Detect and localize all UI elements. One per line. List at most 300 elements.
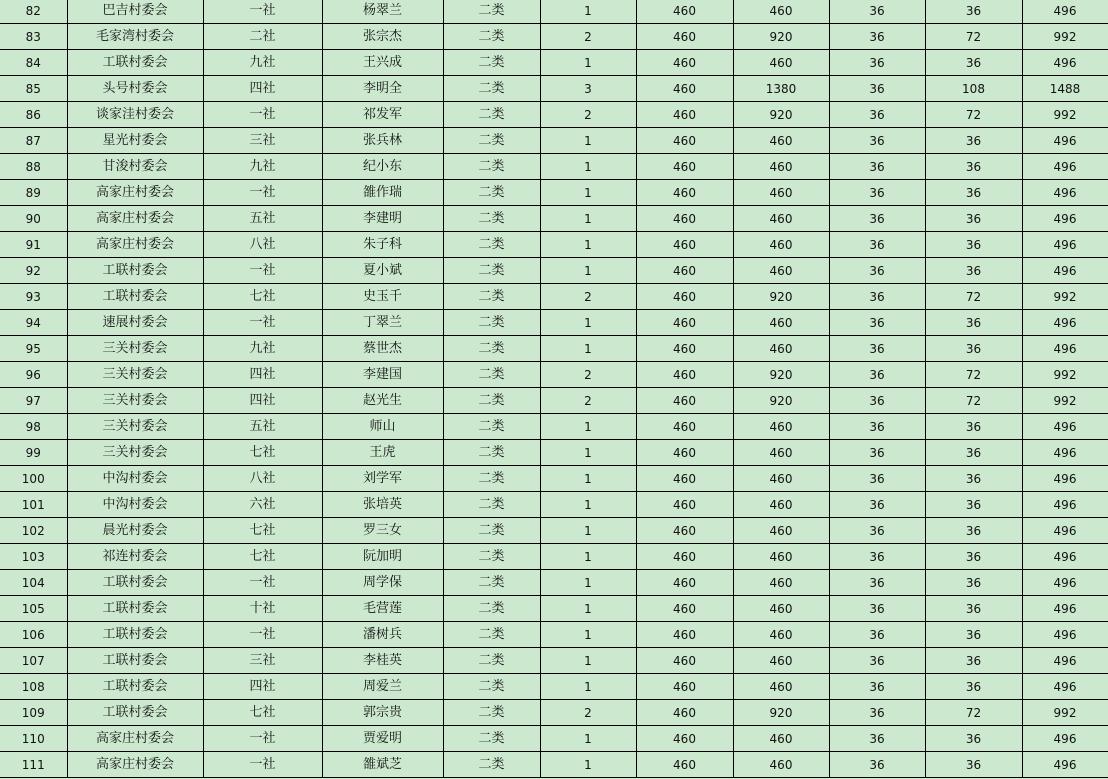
total-amount-cell[interactable]: 496 [1022, 726, 1108, 752]
category-cell[interactable]: 二类 [443, 388, 540, 414]
unit-amount-cell[interactable]: 460 [636, 726, 733, 752]
group-cell[interactable]: 七社 [203, 544, 322, 570]
extra-amount-cell[interactable]: 36 [925, 622, 1022, 648]
unit-amount-cell[interactable]: 460 [636, 336, 733, 362]
extra-unit-cell[interactable]: 36 [829, 128, 925, 154]
unit-amount-cell[interactable]: 460 [636, 76, 733, 102]
row-number-cell[interactable]: 101 [0, 492, 67, 518]
row-number-cell[interactable]: 109 [0, 700, 67, 726]
row-number-cell[interactable]: 97 [0, 388, 67, 414]
subtotal-amount-cell[interactable]: 920 [733, 102, 829, 128]
village-committee-cell[interactable]: 工联村委会 [67, 622, 203, 648]
total-amount-cell[interactable]: 496 [1022, 544, 1108, 570]
extra-unit-cell[interactable]: 36 [829, 232, 925, 258]
total-amount-cell[interactable]: 496 [1022, 622, 1108, 648]
name-cell[interactable]: 祁发军 [322, 102, 443, 128]
table-row[interactable] [0, 466, 1108, 492]
extra-unit-cell[interactable]: 36 [829, 622, 925, 648]
category-cell[interactable]: 二类 [443, 362, 540, 388]
household-count-cell[interactable]: 3 [540, 76, 636, 102]
group-cell[interactable]: 七社 [203, 518, 322, 544]
village-committee-cell[interactable]: 高家庄村委会 [67, 206, 203, 232]
category-cell[interactable]: 二类 [443, 492, 540, 518]
category-cell[interactable]: 二类 [443, 180, 540, 206]
subtotal-amount-cell[interactable]: 460 [733, 518, 829, 544]
household-count-cell[interactable]: 2 [540, 700, 636, 726]
table-row[interactable] [0, 310, 1108, 336]
name-cell[interactable]: 夏小斌 [322, 258, 443, 284]
table-row[interactable] [0, 570, 1108, 596]
total-amount-cell[interactable]: 1488 [1022, 76, 1108, 102]
category-cell[interactable]: 二类 [443, 648, 540, 674]
group-cell[interactable]: 一社 [203, 622, 322, 648]
extra-amount-cell[interactable]: 72 [925, 102, 1022, 128]
extra-amount-cell[interactable]: 72 [925, 362, 1022, 388]
group-cell[interactable]: 三社 [203, 128, 322, 154]
category-cell[interactable]: 二类 [443, 128, 540, 154]
total-amount-cell[interactable]: 992 [1022, 362, 1108, 388]
total-amount-cell[interactable]: 496 [1022, 596, 1108, 622]
table-row[interactable] [0, 258, 1108, 284]
table-row[interactable] [0, 518, 1108, 544]
total-amount-cell[interactable]: 992 [1022, 24, 1108, 50]
category-cell[interactable]: 二类 [443, 518, 540, 544]
category-cell[interactable]: 二类 [443, 154, 540, 180]
table-row[interactable] [0, 388, 1108, 414]
extra-unit-cell[interactable]: 36 [829, 206, 925, 232]
group-cell[interactable]: 三社 [203, 648, 322, 674]
extra-amount-cell[interactable]: 36 [925, 414, 1022, 440]
household-count-cell[interactable]: 1 [540, 232, 636, 258]
total-amount-cell[interactable]: 496 [1022, 648, 1108, 674]
extra-unit-cell[interactable]: 36 [829, 0, 925, 24]
unit-amount-cell[interactable]: 460 [636, 154, 733, 180]
total-amount-cell[interactable]: 496 [1022, 180, 1108, 206]
name-cell[interactable]: 张宗杰 [322, 24, 443, 50]
category-cell[interactable]: 二类 [443, 674, 540, 700]
subtotal-amount-cell[interactable]: 460 [733, 492, 829, 518]
extra-unit-cell[interactable]: 36 [829, 726, 925, 752]
extra-unit-cell[interactable]: 36 [829, 596, 925, 622]
total-amount-cell[interactable]: 496 [1022, 154, 1108, 180]
group-cell[interactable]: 九社 [203, 336, 322, 362]
household-count-cell[interactable]: 1 [540, 310, 636, 336]
name-cell[interactable]: 雒斌芝 [322, 752, 443, 778]
subtotal-amount-cell[interactable]: 920 [733, 700, 829, 726]
total-amount-cell[interactable]: 496 [1022, 258, 1108, 284]
subtotal-amount-cell[interactable]: 460 [733, 154, 829, 180]
household-count-cell[interactable]: 1 [540, 128, 636, 154]
village-committee-cell[interactable]: 工联村委会 [67, 50, 203, 76]
total-amount-cell[interactable]: 496 [1022, 440, 1108, 466]
village-committee-cell[interactable]: 谈家洼村委会 [67, 102, 203, 128]
group-cell[interactable]: 八社 [203, 232, 322, 258]
group-cell[interactable]: 五社 [203, 414, 322, 440]
unit-amount-cell[interactable]: 460 [636, 674, 733, 700]
extra-unit-cell[interactable]: 36 [829, 466, 925, 492]
group-cell[interactable]: 四社 [203, 362, 322, 388]
group-cell[interactable]: 一社 [203, 310, 322, 336]
group-cell[interactable]: 二社 [203, 24, 322, 50]
table-row[interactable] [0, 492, 1108, 518]
name-cell[interactable]: 李建国 [322, 362, 443, 388]
unit-amount-cell[interactable]: 460 [636, 466, 733, 492]
household-count-cell[interactable]: 1 [540, 206, 636, 232]
table-row[interactable] [0, 674, 1108, 700]
unit-amount-cell[interactable]: 460 [636, 50, 733, 76]
household-count-cell[interactable]: 1 [540, 336, 636, 362]
category-cell[interactable]: 二类 [443, 466, 540, 492]
name-cell[interactable]: 史玉千 [322, 284, 443, 310]
extra-amount-cell[interactable]: 36 [925, 440, 1022, 466]
group-cell[interactable]: 十社 [203, 596, 322, 622]
extra-amount-cell[interactable]: 72 [925, 388, 1022, 414]
extra-amount-cell[interactable]: 72 [925, 700, 1022, 726]
subtotal-amount-cell[interactable]: 460 [733, 50, 829, 76]
category-cell[interactable]: 二类 [443, 544, 540, 570]
unit-amount-cell[interactable]: 460 [636, 232, 733, 258]
table-row[interactable] [0, 102, 1108, 128]
extra-unit-cell[interactable]: 36 [829, 362, 925, 388]
row-number-cell[interactable]: 99 [0, 440, 67, 466]
unit-amount-cell[interactable]: 460 [636, 284, 733, 310]
name-cell[interactable]: 丁翠兰 [322, 310, 443, 336]
table-row[interactable] [0, 596, 1108, 622]
name-cell[interactable]: 周爱兰 [322, 674, 443, 700]
village-committee-cell[interactable]: 祁连村委会 [67, 544, 203, 570]
row-number-cell[interactable]: 103 [0, 544, 67, 570]
group-cell[interactable]: 四社 [203, 388, 322, 414]
household-count-cell[interactable]: 1 [540, 0, 636, 24]
row-number-cell[interactable]: 83 [0, 24, 67, 50]
table-row[interactable] [0, 232, 1108, 258]
extra-amount-cell[interactable]: 36 [925, 50, 1022, 76]
unit-amount-cell[interactable]: 460 [636, 414, 733, 440]
row-number-cell[interactable]: 91 [0, 232, 67, 258]
name-cell[interactable]: 朱子科 [322, 232, 443, 258]
extra-amount-cell[interactable]: 36 [925, 258, 1022, 284]
row-number-cell[interactable]: 90 [0, 206, 67, 232]
category-cell[interactable]: 二类 [443, 258, 540, 284]
subtotal-amount-cell[interactable]: 460 [733, 128, 829, 154]
group-cell[interactable]: 一社 [203, 180, 322, 206]
household-count-cell[interactable]: 1 [540, 154, 636, 180]
extra-unit-cell[interactable]: 36 [829, 258, 925, 284]
extra-unit-cell[interactable]: 36 [829, 336, 925, 362]
subtotal-amount-cell[interactable]: 460 [733, 648, 829, 674]
name-cell[interactable]: 阮加明 [322, 544, 443, 570]
name-cell[interactable]: 王虎 [322, 440, 443, 466]
household-count-cell[interactable]: 1 [540, 544, 636, 570]
category-cell[interactable]: 二类 [443, 726, 540, 752]
category-cell[interactable]: 二类 [443, 414, 540, 440]
household-count-cell[interactable]: 1 [540, 258, 636, 284]
row-number-cell[interactable]: 94 [0, 310, 67, 336]
household-count-cell[interactable]: 1 [540, 180, 636, 206]
extra-unit-cell[interactable]: 36 [829, 700, 925, 726]
row-number-cell[interactable]: 88 [0, 154, 67, 180]
group-cell[interactable]: 一社 [203, 102, 322, 128]
household-count-cell[interactable]: 1 [540, 414, 636, 440]
subtotal-amount-cell[interactable]: 460 [733, 752, 829, 778]
unit-amount-cell[interactable]: 460 [636, 492, 733, 518]
village-committee-cell[interactable]: 工联村委会 [67, 596, 203, 622]
extra-amount-cell[interactable]: 36 [925, 518, 1022, 544]
total-amount-cell[interactable]: 496 [1022, 570, 1108, 596]
total-amount-cell[interactable]: 496 [1022, 310, 1108, 336]
total-amount-cell[interactable]: 992 [1022, 388, 1108, 414]
extra-amount-cell[interactable]: 36 [925, 154, 1022, 180]
extra-amount-cell[interactable]: 36 [925, 0, 1022, 24]
household-count-cell[interactable]: 1 [540, 466, 636, 492]
subtotal-amount-cell[interactable]: 460 [733, 726, 829, 752]
category-cell[interactable]: 二类 [443, 310, 540, 336]
name-cell[interactable]: 张兵林 [322, 128, 443, 154]
extra-amount-cell[interactable]: 36 [925, 570, 1022, 596]
total-amount-cell[interactable]: 992 [1022, 102, 1108, 128]
extra-amount-cell[interactable]: 72 [925, 24, 1022, 50]
total-amount-cell[interactable]: 496 [1022, 674, 1108, 700]
table-row[interactable] [0, 700, 1108, 726]
name-cell[interactable]: 杨翠兰 [322, 0, 443, 24]
village-committee-cell[interactable]: 毛家湾村委会 [67, 24, 203, 50]
group-cell[interactable]: 六社 [203, 492, 322, 518]
extra-amount-cell[interactable]: 36 [925, 128, 1022, 154]
category-cell[interactable]: 二类 [443, 596, 540, 622]
total-amount-cell[interactable]: 992 [1022, 284, 1108, 310]
row-number-cell[interactable]: 105 [0, 596, 67, 622]
village-committee-cell[interactable]: 甘浚村委会 [67, 154, 203, 180]
extra-unit-cell[interactable]: 36 [829, 544, 925, 570]
extra-amount-cell[interactable]: 36 [925, 544, 1022, 570]
category-cell[interactable]: 二类 [443, 284, 540, 310]
name-cell[interactable]: 师山 [322, 414, 443, 440]
total-amount-cell[interactable]: 992 [1022, 700, 1108, 726]
unit-amount-cell[interactable]: 460 [636, 700, 733, 726]
group-cell[interactable]: 四社 [203, 674, 322, 700]
village-committee-cell[interactable]: 工联村委会 [67, 648, 203, 674]
subtotal-amount-cell[interactable]: 460 [733, 414, 829, 440]
household-count-cell[interactable]: 1 [540, 726, 636, 752]
category-cell[interactable]: 二类 [443, 76, 540, 102]
group-cell[interactable]: 九社 [203, 50, 322, 76]
village-committee-cell[interactable]: 工联村委会 [67, 674, 203, 700]
extra-unit-cell[interactable]: 36 [829, 310, 925, 336]
extra-amount-cell[interactable]: 36 [925, 492, 1022, 518]
household-count-cell[interactable]: 1 [540, 648, 636, 674]
village-committee-cell[interactable]: 中沟村委会 [67, 492, 203, 518]
extra-amount-cell[interactable]: 108 [925, 76, 1022, 102]
extra-unit-cell[interactable]: 36 [829, 284, 925, 310]
table-row[interactable] [0, 726, 1108, 752]
group-cell[interactable]: 一社 [203, 258, 322, 284]
household-count-cell[interactable]: 2 [540, 362, 636, 388]
total-amount-cell[interactable]: 496 [1022, 128, 1108, 154]
unit-amount-cell[interactable]: 460 [636, 102, 733, 128]
unit-amount-cell[interactable]: 460 [636, 570, 733, 596]
household-count-cell[interactable]: 1 [540, 50, 636, 76]
village-committee-cell[interactable]: 晨光村委会 [67, 518, 203, 544]
row-number-cell[interactable]: 104 [0, 570, 67, 596]
row-number-cell[interactable]: 98 [0, 414, 67, 440]
name-cell[interactable]: 纪小东 [322, 154, 443, 180]
extra-amount-cell[interactable]: 72 [925, 284, 1022, 310]
subtotal-amount-cell[interactable]: 460 [733, 206, 829, 232]
name-cell[interactable]: 潘树兵 [322, 622, 443, 648]
name-cell[interactable]: 赵光生 [322, 388, 443, 414]
extra-amount-cell[interactable]: 36 [925, 726, 1022, 752]
unit-amount-cell[interactable]: 460 [636, 388, 733, 414]
extra-amount-cell[interactable]: 36 [925, 596, 1022, 622]
subtotal-amount-cell[interactable]: 1380 [733, 76, 829, 102]
subtotal-amount-cell[interactable]: 460 [733, 544, 829, 570]
extra-unit-cell[interactable]: 36 [829, 492, 925, 518]
village-committee-cell[interactable]: 高家庄村委会 [67, 180, 203, 206]
name-cell[interactable]: 雒作瑞 [322, 180, 443, 206]
extra-amount-cell[interactable]: 36 [925, 466, 1022, 492]
subtotal-amount-cell[interactable]: 460 [733, 622, 829, 648]
household-count-cell[interactable]: 1 [540, 622, 636, 648]
name-cell[interactable]: 张培英 [322, 492, 443, 518]
table-row[interactable] [0, 24, 1108, 50]
table-row[interactable] [0, 440, 1108, 466]
row-number-cell[interactable]: 96 [0, 362, 67, 388]
household-count-cell[interactable]: 1 [540, 440, 636, 466]
table-row[interactable] [0, 180, 1108, 206]
village-committee-cell[interactable]: 高家庄村委会 [67, 726, 203, 752]
extra-amount-cell[interactable]: 36 [925, 232, 1022, 258]
village-committee-cell[interactable]: 三关村委会 [67, 362, 203, 388]
extra-unit-cell[interactable]: 36 [829, 518, 925, 544]
category-cell[interactable]: 二类 [443, 24, 540, 50]
village-committee-cell[interactable]: 工联村委会 [67, 284, 203, 310]
extra-unit-cell[interactable]: 36 [829, 50, 925, 76]
unit-amount-cell[interactable]: 460 [636, 258, 733, 284]
total-amount-cell[interactable]: 496 [1022, 336, 1108, 362]
category-cell[interactable]: 二类 [443, 232, 540, 258]
extra-unit-cell[interactable]: 36 [829, 154, 925, 180]
extra-unit-cell[interactable]: 36 [829, 102, 925, 128]
unit-amount-cell[interactable]: 460 [636, 596, 733, 622]
extra-amount-cell[interactable]: 36 [925, 336, 1022, 362]
category-cell[interactable]: 二类 [443, 700, 540, 726]
subtotal-amount-cell[interactable]: 460 [733, 180, 829, 206]
category-cell[interactable]: 二类 [443, 50, 540, 76]
extra-unit-cell[interactable]: 36 [829, 24, 925, 50]
unit-amount-cell[interactable]: 460 [636, 648, 733, 674]
subtotal-amount-cell[interactable]: 460 [733, 596, 829, 622]
group-cell[interactable]: 一社 [203, 752, 322, 778]
table-row[interactable] [0, 414, 1108, 440]
category-cell[interactable]: 二类 [443, 206, 540, 232]
name-cell[interactable]: 刘学军 [322, 466, 443, 492]
household-count-cell[interactable]: 2 [540, 102, 636, 128]
table-row[interactable] [0, 544, 1108, 570]
household-count-cell[interactable]: 1 [540, 492, 636, 518]
unit-amount-cell[interactable]: 460 [636, 24, 733, 50]
group-cell[interactable]: 四社 [203, 76, 322, 102]
unit-amount-cell[interactable]: 460 [636, 180, 733, 206]
group-cell[interactable]: 九社 [203, 154, 322, 180]
category-cell[interactable]: 二类 [443, 440, 540, 466]
village-committee-cell[interactable]: 头号村委会 [67, 76, 203, 102]
unit-amount-cell[interactable]: 460 [636, 622, 733, 648]
row-number-cell[interactable]: 108 [0, 674, 67, 700]
unit-amount-cell[interactable]: 460 [636, 362, 733, 388]
village-committee-cell[interactable]: 工联村委会 [67, 700, 203, 726]
village-committee-cell[interactable]: 三关村委会 [67, 388, 203, 414]
total-amount-cell[interactable]: 496 [1022, 206, 1108, 232]
total-amount-cell[interactable]: 496 [1022, 518, 1108, 544]
subtotal-amount-cell[interactable]: 920 [733, 388, 829, 414]
table-row[interactable] [0, 128, 1108, 154]
name-cell[interactable]: 李明全 [322, 76, 443, 102]
extra-unit-cell[interactable]: 36 [829, 180, 925, 206]
table-row[interactable] [0, 284, 1108, 310]
extra-amount-cell[interactable]: 36 [925, 648, 1022, 674]
extra-amount-cell[interactable]: 36 [925, 180, 1022, 206]
subtotal-amount-cell[interactable]: 460 [733, 466, 829, 492]
row-number-cell[interactable]: 82 [0, 0, 67, 24]
subtotal-amount-cell[interactable]: 460 [733, 440, 829, 466]
table-row[interactable] [0, 362, 1108, 388]
unit-amount-cell[interactable]: 460 [636, 0, 733, 24]
subtotal-amount-cell[interactable]: 920 [733, 362, 829, 388]
group-cell[interactable]: 七社 [203, 284, 322, 310]
subtotal-amount-cell[interactable]: 460 [733, 0, 829, 24]
name-cell[interactable]: 李桂英 [322, 648, 443, 674]
total-amount-cell[interactable]: 496 [1022, 466, 1108, 492]
name-cell[interactable]: 李建明 [322, 206, 443, 232]
extra-unit-cell[interactable]: 36 [829, 674, 925, 700]
name-cell[interactable]: 郭宗贵 [322, 700, 443, 726]
extra-unit-cell[interactable]: 36 [829, 388, 925, 414]
row-number-cell[interactable]: 106 [0, 622, 67, 648]
village-committee-cell[interactable]: 三关村委会 [67, 336, 203, 362]
subtotal-amount-cell[interactable]: 920 [733, 24, 829, 50]
unit-amount-cell[interactable]: 460 [636, 128, 733, 154]
row-number-cell[interactable]: 89 [0, 180, 67, 206]
unit-amount-cell[interactable]: 460 [636, 310, 733, 336]
household-count-cell[interactable]: 1 [540, 596, 636, 622]
village-committee-cell[interactable]: 速展村委会 [67, 310, 203, 336]
subtotal-amount-cell[interactable]: 460 [733, 570, 829, 596]
name-cell[interactable]: 蔡世杰 [322, 336, 443, 362]
group-cell[interactable]: 五社 [203, 206, 322, 232]
name-cell[interactable]: 贾爱明 [322, 726, 443, 752]
category-cell[interactable]: 二类 [443, 570, 540, 596]
village-committee-cell[interactable]: 星光村委会 [67, 128, 203, 154]
unit-amount-cell[interactable]: 460 [636, 752, 733, 778]
village-committee-cell[interactable]: 三关村委会 [67, 414, 203, 440]
subtotal-amount-cell[interactable]: 460 [733, 232, 829, 258]
group-cell[interactable]: 一社 [203, 0, 322, 24]
subtotal-amount-cell[interactable]: 920 [733, 284, 829, 310]
extra-unit-cell[interactable]: 36 [829, 752, 925, 778]
table-row[interactable] [0, 648, 1108, 674]
name-cell[interactable]: 毛营莲 [322, 596, 443, 622]
extra-unit-cell[interactable]: 36 [829, 570, 925, 596]
row-number-cell[interactable]: 92 [0, 258, 67, 284]
unit-amount-cell[interactable]: 460 [636, 206, 733, 232]
subtotal-amount-cell[interactable]: 460 [733, 258, 829, 284]
subtotal-amount-cell[interactable]: 460 [733, 674, 829, 700]
row-number-cell[interactable]: 95 [0, 336, 67, 362]
group-cell[interactable]: 七社 [203, 440, 322, 466]
household-count-cell[interactable]: 1 [540, 570, 636, 596]
category-cell[interactable]: 二类 [443, 622, 540, 648]
household-count-cell[interactable]: 1 [540, 518, 636, 544]
